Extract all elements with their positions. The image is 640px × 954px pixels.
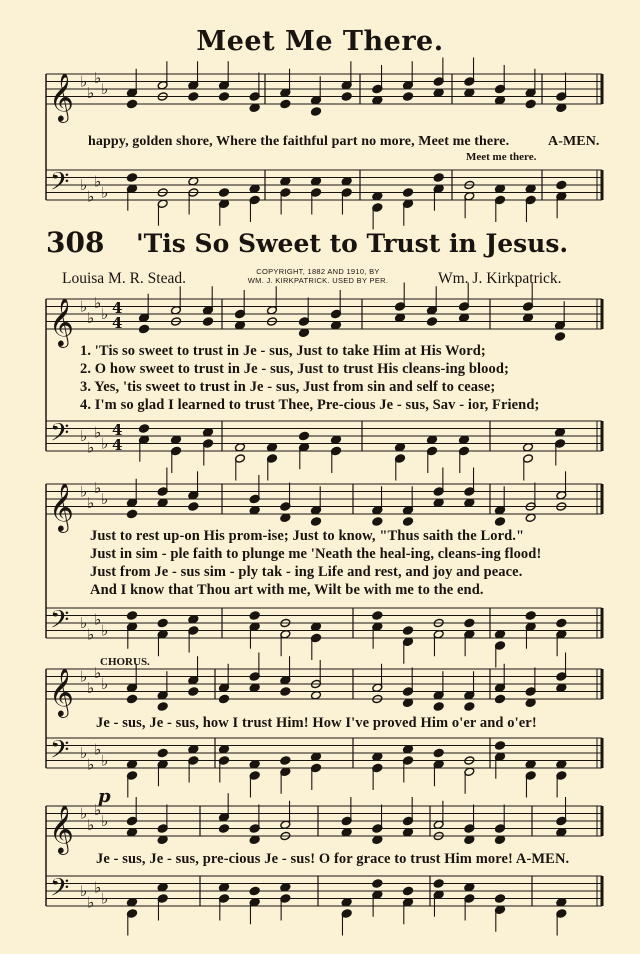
flat-sign-icon: ♭ <box>80 176 88 194</box>
note-head <box>280 687 291 696</box>
stanza-2-line-a: 2. O how sweet to trust in Je - sus, Just to trust His cleans-ing blood; <box>80 361 509 377</box>
note-head <box>372 611 383 620</box>
treble-clef-icon: 𝄞 <box>49 482 74 531</box>
note-head <box>495 741 506 750</box>
stanza-3-line-b: Just from Je - sus sim - ply tak - ing Life and rest, and joy and peace. <box>90 564 523 580</box>
note-head <box>433 173 444 182</box>
note-head <box>249 611 260 620</box>
note-head <box>464 618 475 627</box>
stanza-1-line-a: 1. 'Tis so sweet to trust in Je - sus, Just to take Him at His Word; <box>80 343 486 359</box>
note-head <box>403 517 414 526</box>
flat-sign-icon: ♭ <box>87 83 95 102</box>
note-head <box>127 694 138 703</box>
top-hymn-lyric: happy, golden shore, Where the faithful part no more, Meet me there. <box>88 134 510 149</box>
composer-credit: Wm. J. Kirkpatrick. <box>438 270 562 287</box>
note-head <box>219 188 230 197</box>
flat-sign-icon: ♭ <box>101 751 109 770</box>
flat-sign-icon: ♭ <box>94 800 102 819</box>
chorus-line-2: Je - sus, Je - sus, pre-cious Je - sus! O for grace to trust Him more! A-MEN. <box>96 851 570 867</box>
note-head <box>495 694 506 703</box>
flat-sign-icon: ♭ <box>80 297 88 316</box>
flat-sign-icon: ♭ <box>87 438 95 457</box>
note-head <box>341 92 352 101</box>
note-head <box>188 502 199 511</box>
bass-clef-icon: 𝄢 <box>50 873 70 909</box>
flat-sign-icon: ♭ <box>94 878 102 897</box>
note-head <box>403 188 414 197</box>
flat-sign-icon: ♭ <box>80 744 88 762</box>
flat-sign-icon: ♭ <box>94 423 102 442</box>
note-head <box>311 517 322 526</box>
flat-sign-icon: ♭ <box>101 812 109 830</box>
treble-clef-icon: 𝄞 <box>49 667 74 716</box>
note-head <box>556 618 567 627</box>
note-head <box>157 702 168 711</box>
top-hymn-amen: A-MEN. <box>548 134 600 149</box>
flat-sign-icon: ♭ <box>80 482 88 501</box>
note-head <box>495 894 506 903</box>
note-head <box>311 107 322 116</box>
flat-sign-icon: ♭ <box>101 305 109 323</box>
note-head <box>464 702 475 711</box>
treble-clef-icon: 𝄞 <box>49 297 74 346</box>
note-head <box>372 879 383 888</box>
flat-sign-icon: ♭ <box>101 80 109 98</box>
note-head <box>555 332 566 341</box>
flat-sign-icon: ♭ <box>94 293 102 312</box>
stanza-1-line-b: Just to rest up-on His prom-ise; Just to know, "Thus saith the Lord." <box>90 528 525 544</box>
flat-sign-icon: ♭ <box>101 183 109 202</box>
time-signature-bottom: 4 <box>112 436 123 454</box>
flat-sign-icon: ♭ <box>87 187 95 206</box>
flat-sign-icon: ♭ <box>101 434 109 453</box>
note-head <box>495 517 506 526</box>
flat-sign-icon: ♭ <box>101 889 109 908</box>
dynamic-piano-mark: p <box>98 786 111 807</box>
stanza-4-line-b: And I know that Thou art with me, Wilt be with me to the end. <box>90 582 484 598</box>
stanza-2-line-b: Just in sim - ple faith to plunge me 'Neath the heal-ing, cleans-ing flood! <box>90 546 542 562</box>
flat-sign-icon: ♭ <box>87 815 95 834</box>
note-head <box>127 173 138 182</box>
note-head <box>157 748 168 757</box>
time-signature-top: 4 <box>112 299 123 317</box>
time-signature-top: 4 <box>112 421 123 439</box>
note-head <box>427 317 438 326</box>
note-head <box>433 748 444 757</box>
note-head <box>280 756 291 765</box>
flat-sign-icon: ♭ <box>80 72 88 91</box>
chorus-label: CHORUS. <box>100 656 150 668</box>
flat-sign-icon: ♭ <box>87 493 95 512</box>
flat-sign-icon: ♭ <box>101 490 109 508</box>
time-signature-bottom: 4 <box>112 314 123 332</box>
flat-sign-icon: ♭ <box>80 614 88 632</box>
note-head <box>525 99 536 108</box>
note-head <box>219 92 230 101</box>
flat-sign-icon: ♭ <box>94 663 102 682</box>
bass-clef-icon: 𝄢 <box>50 167 70 203</box>
copyright-line-1: COPYRIGHT, 1882 AND 1910, BY <box>256 267 380 276</box>
flat-sign-icon: ♭ <box>80 667 88 686</box>
note-head <box>127 611 138 620</box>
stanza-3-line-a: 3. Yes, 'tis sweet to trust in Je - sus, Just from sin and self to cease; <box>80 379 496 395</box>
flat-sign-icon: ♭ <box>94 68 102 87</box>
flat-sign-icon: ♭ <box>87 625 95 644</box>
bass-clef-icon: 𝄢 <box>50 418 70 454</box>
hymn-number: 308 <box>46 226 105 259</box>
chorus-line-1: Je - sus, Je - sus, how I trust Him! How I've proved Him o'er and o'er! <box>96 715 537 731</box>
treble-clef-icon: 𝄞 <box>49 804 74 853</box>
note-head <box>203 317 214 326</box>
flat-sign-icon: ♭ <box>94 478 102 497</box>
note-head <box>556 180 567 189</box>
note-head <box>372 517 383 526</box>
note-head <box>525 611 536 620</box>
copyright-line-2: WM. J. KIRKPATRICK. USED BY PER. <box>247 276 389 285</box>
flat-sign-icon: ♭ <box>87 893 95 912</box>
note-head <box>127 99 138 108</box>
note-head <box>139 324 150 333</box>
note-head <box>433 879 444 888</box>
stanza-4-line-a: 4. I'm so glad I learned to trust Thee, Pre-cious Je - sus, Sav - ior, Friend; <box>80 397 540 413</box>
flat-sign-icon: ♭ <box>87 678 95 697</box>
note-head <box>249 886 260 895</box>
flat-sign-icon: ♭ <box>94 610 102 629</box>
note-head <box>188 92 199 101</box>
bass-clef-icon: 𝄢 <box>50 605 70 641</box>
note-head <box>433 702 444 711</box>
note-head <box>403 626 414 635</box>
hymn-title: 'Tis So Sweet to Trust in Jesus. <box>136 229 569 258</box>
note-head <box>139 424 150 433</box>
top-hymn-bass-echo: Meet me there. <box>466 151 537 163</box>
note-head <box>403 92 414 101</box>
flat-sign-icon: ♭ <box>80 427 88 445</box>
flat-sign-icon: ♭ <box>94 172 102 191</box>
flat-sign-icon: ♭ <box>87 308 95 327</box>
flat-sign-icon: ♭ <box>101 675 109 693</box>
note-head <box>280 99 291 108</box>
note-head <box>127 509 138 518</box>
note-head <box>157 618 168 627</box>
flat-sign-icon: ♭ <box>101 621 109 640</box>
note-head <box>219 824 230 833</box>
note-head <box>403 886 414 895</box>
top-hymn-title: Meet Me There. <box>196 26 444 57</box>
bass-clef-icon: 𝄢 <box>50 735 70 771</box>
flat-sign-icon: ♭ <box>80 882 88 900</box>
flat-sign-icon: ♭ <box>87 755 95 774</box>
author-credit: Louisa M. R. Stead. <box>62 270 186 287</box>
flat-sign-icon: ♭ <box>80 804 88 823</box>
note-head <box>219 694 230 703</box>
treble-clef-icon: 𝄞 <box>49 72 74 121</box>
note-head <box>188 687 199 696</box>
flat-sign-icon: ♭ <box>94 740 102 759</box>
note-head <box>299 431 310 440</box>
